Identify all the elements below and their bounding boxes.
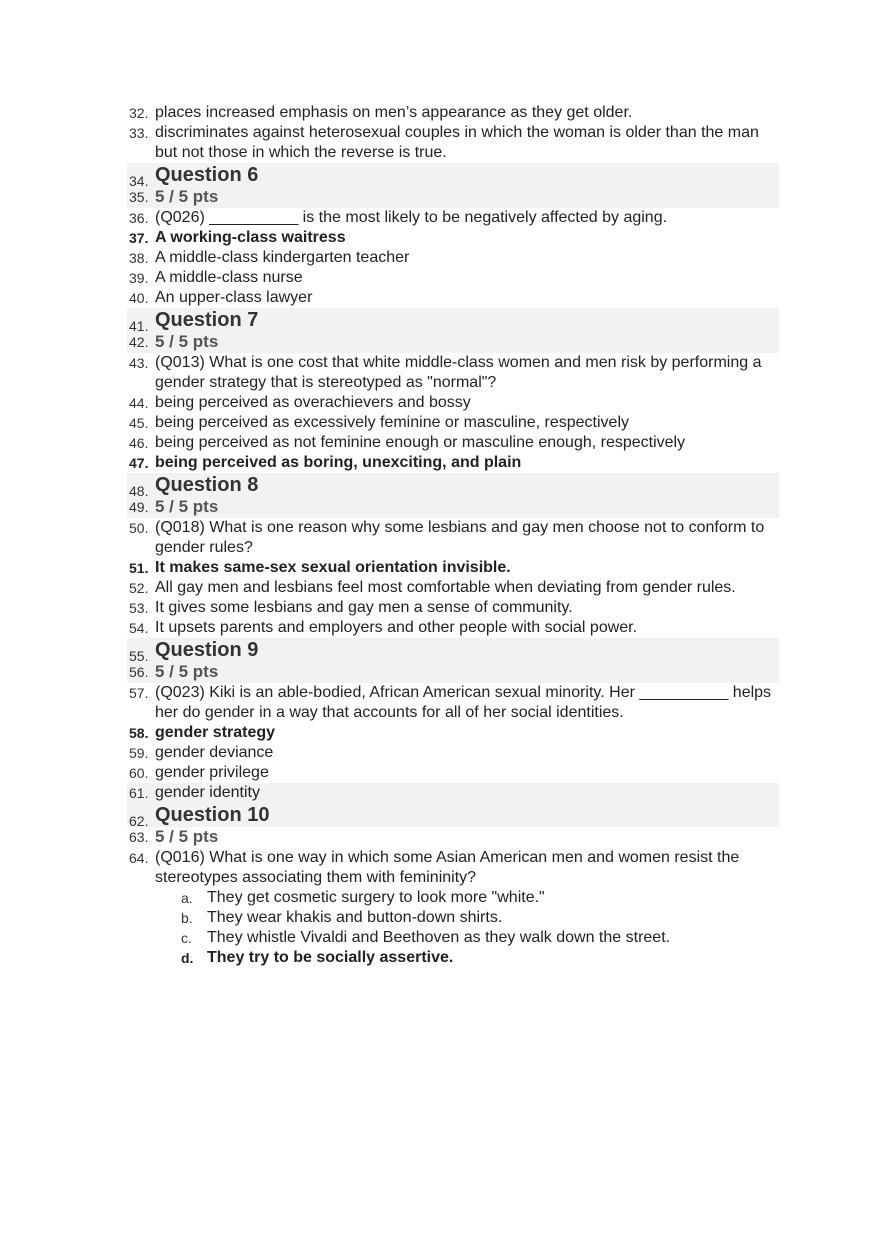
answer-option: 60. gender privilege: [129, 764, 269, 781]
line-number: 35.: [129, 189, 149, 205]
line-number: 40.: [129, 290, 149, 306]
line-number: 60.: [129, 765, 149, 781]
answer-option: 53. It gives some lesbians and gay men a sense of community.: [129, 599, 573, 616]
answer-option: 52. All gay men and lesbians feel most comfortable when deviating from gender rules.: [129, 579, 736, 596]
sub-option: a. They get cosmetic surgery to look more "white.": [181, 889, 545, 906]
line-number: 36.: [129, 210, 149, 226]
line-number: 64.: [129, 850, 149, 866]
line-number: 41.: [129, 318, 149, 334]
line-number: 33.: [129, 125, 149, 141]
question-6-header: [127, 163, 779, 208]
line-number: 56.: [129, 664, 149, 680]
question-title: 55. Question 9: [127, 638, 779, 662]
question-title: 48. Question 8: [127, 473, 779, 497]
answer-option: 33. discriminates against heterosexual couples in which the woman is older than the man but not those in which the reverse is true.: [129, 124, 759, 161]
line-number: 52.: [129, 580, 149, 596]
line-number: 37.: [129, 230, 149, 246]
option-letter: b.: [181, 910, 193, 926]
question-score: 42. 5 / 5 pts: [129, 332, 219, 351]
question-score: 56. 5 / 5 pts: [129, 662, 219, 681]
question-score: 63. 5 / 5 pts: [129, 827, 219, 846]
answer-option: 39. A middle-class nurse: [129, 269, 303, 286]
answer-option: 61. gender identity: [129, 784, 260, 801]
line-number: 48.: [129, 483, 149, 499]
line-number: 51.: [129, 560, 149, 576]
line-number: 32.: [129, 105, 149, 121]
question-prompt: 50. (Q018) What is one reason why some lesbians and gay men choose not to conform to gender rules?: [129, 519, 765, 556]
question-prompt: 64. (Q016) What is one way in which some Asian American men and women resist the stereotypes associating them with femininity?: [129, 849, 740, 886]
line-number: 54.: [129, 620, 149, 636]
question-title: 62. Question 10: [127, 803, 779, 827]
line-number: 57.: [129, 685, 149, 701]
correct-answer-option: 51. It makes same-sex sexual orientation invisible.: [129, 559, 511, 576]
correct-answer-option: 37. A working-class waitress: [129, 229, 346, 246]
question-7-header: [127, 308, 779, 353]
answer-option: 54. It upsets parents and employers and other people with social power.: [129, 619, 638, 636]
answer-option: 44. being perceived as overachievers and bossy: [129, 394, 471, 411]
correct-sub-option: d. They try to be socially assertive.: [181, 949, 454, 966]
line-number: 58.: [129, 725, 149, 741]
question-10-header: [127, 783, 779, 827]
answer-option: 38. A middle-class kindergarten teacher: [129, 249, 410, 266]
answer-option: 32. places increased emphasis on men’s appearance as they get older.: [129, 104, 633, 121]
answer-option: 59. gender deviance: [129, 744, 274, 761]
line-number: 44.: [129, 395, 149, 411]
line-number: 42.: [129, 334, 149, 350]
line-number: 55.: [129, 648, 149, 664]
option-letter: c.: [181, 930, 192, 946]
line-number: 62.: [129, 813, 149, 829]
line-number: 34.: [129, 173, 149, 189]
line-number: 47.: [129, 455, 149, 471]
correct-answer-option: 58. gender strategy: [129, 724, 276, 741]
line-number: 53.: [129, 600, 149, 616]
question-8-header: [127, 473, 779, 518]
line-number: 61.: [129, 785, 149, 801]
line-number: 46.: [129, 435, 149, 451]
option-letter: d.: [181, 950, 194, 966]
sub-option: b. They wear khakis and button-down shirts.: [181, 909, 503, 926]
question-title: 34. Question 6: [127, 163, 779, 187]
question-prompt: 43. (Q013) What is one cost that white middle-class women and men risk by performing a gender strategy that is stereotyped as "normal"?: [129, 354, 762, 391]
line-number: 50.: [129, 520, 149, 536]
correct-answer-option: 47. being perceived as boring, unexciting, and plain: [129, 454, 522, 471]
question-title: 41. Question 7: [127, 308, 779, 332]
option-letter: a.: [181, 890, 193, 906]
answer-option: 40. An upper-class lawyer: [129, 289, 313, 306]
line-number: 38.: [129, 250, 149, 266]
line-number: 59.: [129, 745, 149, 761]
question-prompt: 36. (Q026) __________ is the most likely to be negatively affected by aging.: [129, 209, 668, 226]
answer-option: 45. being perceived as excessively feminine or masculine, respectively: [129, 414, 629, 431]
line-number: 63.: [129, 829, 149, 845]
line-number: 45.: [129, 415, 149, 431]
line-number: 39.: [129, 270, 149, 286]
question-prompt: 57. (Q023) Kiki is an able-bodied, African American sexual minority. Her __________ helps her do gender in a way that accounts for all of her social identities.: [129, 684, 772, 721]
question-9-header: [127, 638, 779, 683]
sub-option: c. They whistle Vivaldi and Beethoven as they walk down the street.: [181, 929, 671, 946]
question-score: 35. 5 / 5 pts: [129, 187, 219, 206]
line-number: 49.: [129, 499, 149, 515]
quiz-content: [127, 103, 779, 968]
question-score: 49. 5 / 5 pts: [129, 497, 219, 516]
answer-option: 46. being perceived as not feminine enough or masculine enough, respectively: [129, 434, 686, 451]
line-number: 43.: [129, 355, 149, 371]
